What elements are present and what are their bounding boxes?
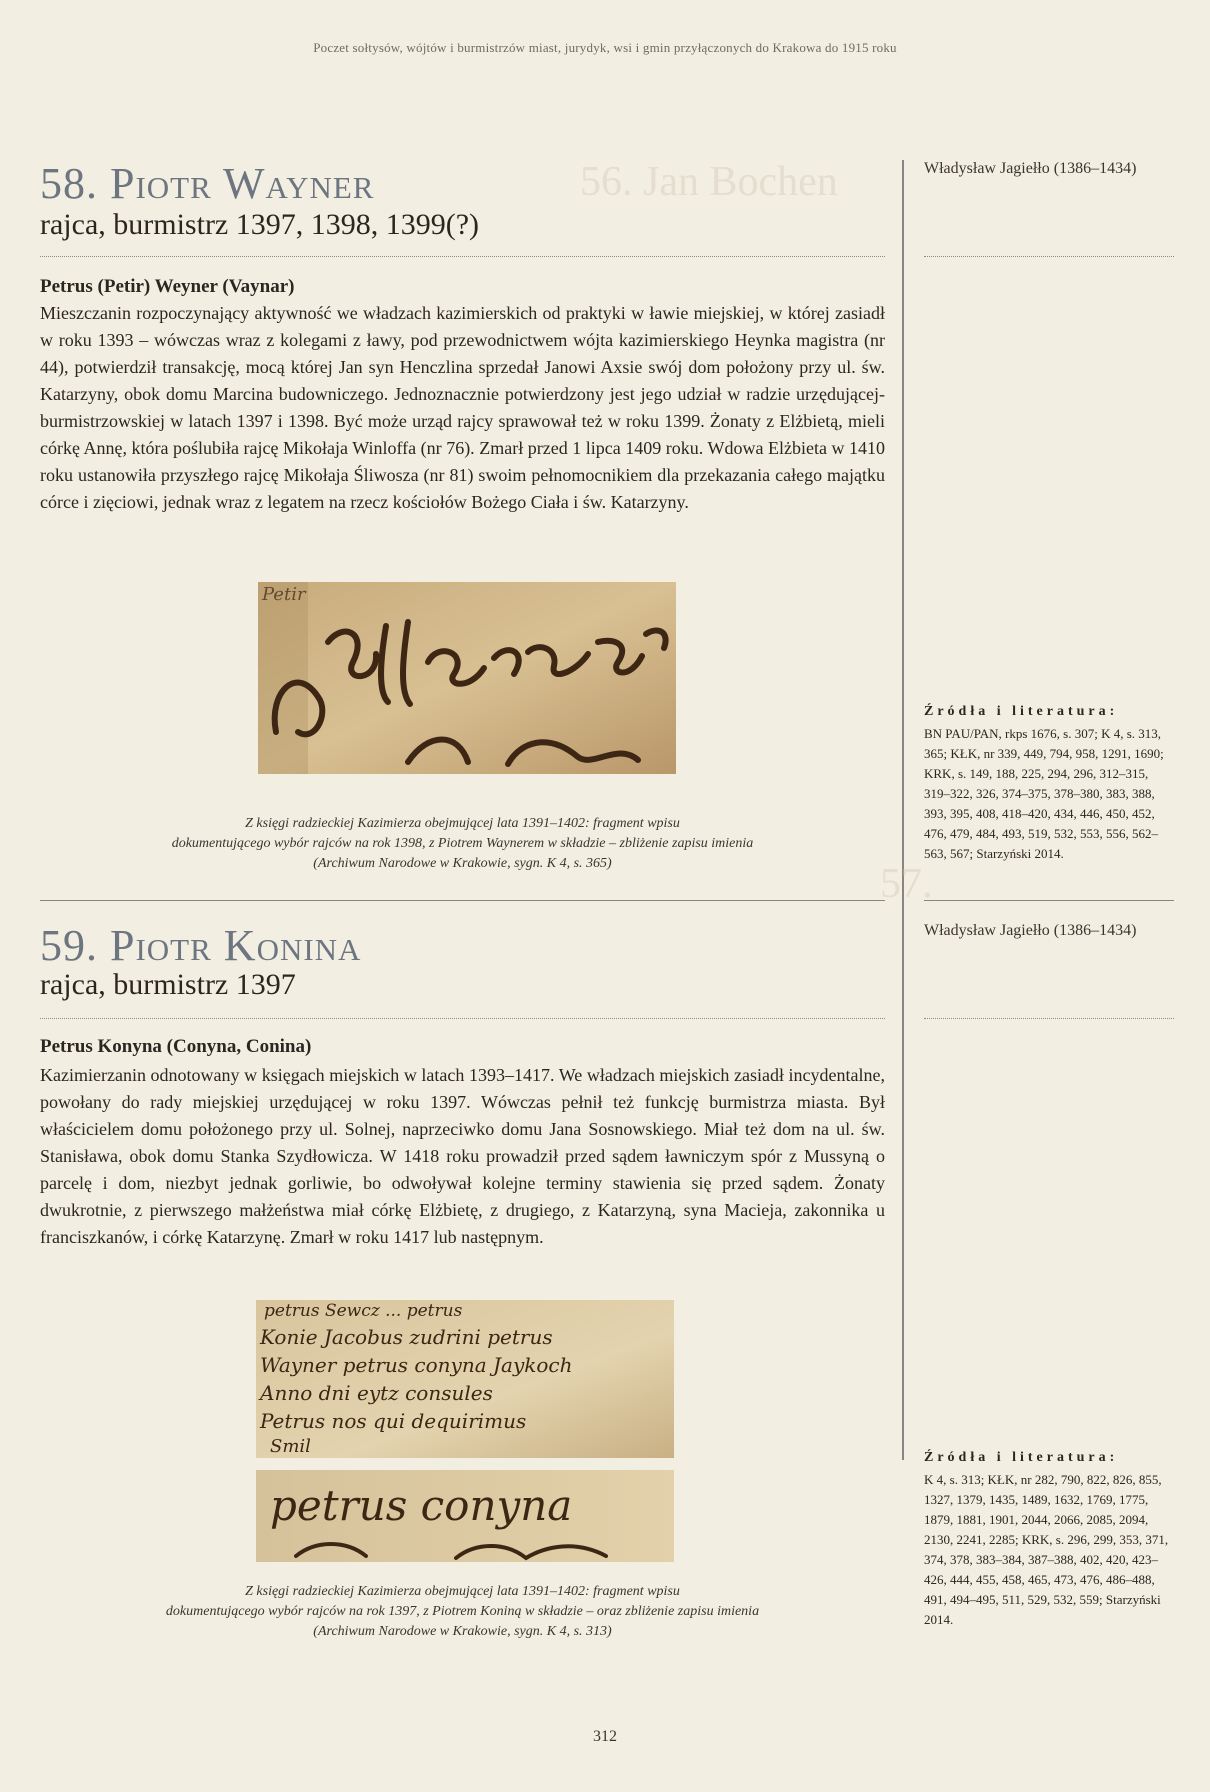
caption-line: (Archiwum Narodowe w Krakowie, sygn. K 4, s. 365): [313, 856, 612, 871]
manuscript-line: Wayner petrus conyna Jaykoch: [260, 1353, 573, 1377]
entry-58-office: rajca, burmistrz 1397, 1398, 1399(?): [40, 208, 480, 241]
manuscript-illustration: [256, 1470, 674, 1562]
bleed-through-text: 57.: [880, 861, 933, 907]
manuscript-line: Petrus nos qui dequirimus: [260, 1409, 527, 1433]
running-head: Poczet sołtysów, wójtów i burmistrzów miast, jurydyk, wsi i gmin przyłączonych do Krakowa do 1915 roku: [313, 40, 897, 55]
entry-59-bio: Kazimierzanin odnotowany w księgach miejskich w latach 1393–1417. We władzach miejskich zasiadł incydentalne, powołany do rady miejskiej urzędującej w roku 1397. Wówczas pełnił też funkcję burmistrza miasta. Był właścicielem domu położonego przy ul. Solnej, naprzeciwko domu Jana Sosnowskiego. Miał też dom na ul. św. Stanisława, obok domu Stanka Szydłowicza. W 1418 roku prowadził przed sądem ławniczym spór z Mussyną o parcelę i dom, niezbyt jednak gorliwie, bo odwoływał kolejne terminy stawienia się przed sądem. Żonaty dwukrotnie, z pierwszego małżeństwa miał córkę Elżbietę, z drugiego, z Katarzyną, syna Macieja, zakonnika u franciszkanów, i córkę Katarzynę. Zmarł w roku 1417 lub następnym.: [40, 1065, 885, 1247]
side-divider: [924, 900, 1174, 901]
entry-59-reign: Władysław Jagiełło (1386–1434): [924, 922, 1137, 939]
entry-58-divider: [40, 256, 885, 257]
manuscript-name-closeup: petrus conyna: [270, 1481, 573, 1530]
manuscript-line: petrus Sewcz ... petrus: [264, 1301, 463, 1321]
manuscript-image-konina-fragment: [256, 1300, 674, 1458]
caption-line: Z księgi radzieckiej Kazimierza obejmującej lata 1391–1402: fragment wpisu: [245, 816, 680, 831]
manuscript-illustration: [256, 1300, 674, 1458]
page-number: 312: [593, 1728, 617, 1745]
column-divider-top: [902, 160, 904, 1460]
caption-line: dokumentującego wybór rajców na rok 1398, z Piotrem Waynerem w składzie – zbliżenie zapisu imienia: [171, 836, 754, 851]
entry-58-sources: BN PAU/PAN, rkps 1676, s. 307; K 4, s. 313, 365; KŁK, nr 339, 449, 794, 958, 1291, 1690; KRK, s. 149, 188, 225, 294, 296, 312–315, 319–322, 326, 374–375, 378–380, 383, 388, 393, 395, 408, 418–420, 434, 446, 450, 452, 476, 479, 484, 493, 519, 532, 553, 556, 562–563, 567; Starzyński 2014.: [924, 726, 1164, 861]
entry-58-latin-name: Petrus (Petir) Weyner (Vaynar): [40, 276, 295, 297]
side-divider: [924, 256, 1174, 257]
manuscript-illustration: [258, 582, 676, 774]
manuscript-line: Anno dni eytz consules: [260, 1381, 493, 1405]
manuscript-image-konina-closeup: [256, 1470, 674, 1562]
manuscript-line: Smil: [270, 1436, 311, 1457]
bleed-through-text: 56. Jan Bochen: [580, 159, 838, 205]
svg-text:Petir: Petir: [262, 584, 306, 605]
manuscript-line: Konie Jacobus zudrini petrus: [260, 1325, 553, 1349]
entry-59-caption: [40, 1582, 885, 1642]
entry-59-sources: K 4, s. 313; KŁK, nr 282, 790, 822, 826, 855, 1327, 1379, 1435, 1489, 1632, 1769, 1775, 1879, 1881, 1901, 2044, 2066, 2085, 2094, 2130, 2241, 2285; KRK, s. 296, 299, 353, 371, 374, 378, 383–384, 387–388, 402, 420, 423–426, 444, 455, 458, 465, 473, 476, 486–488, 491, 494–495, 511, 529, 532, 559; Starzyński 2014.: [924, 1472, 1169, 1627]
entry-58-name: Piotr Wayner: [110, 159, 375, 208]
entry-59-divider: [40, 1018, 885, 1019]
caption-line: (Archiwum Narodowe w Krakowie, sygn. K 4, s. 313): [313, 1624, 612, 1639]
entry-59-name: Piotr Konina: [110, 921, 362, 970]
side-divider: [924, 1018, 1174, 1019]
entry-59-sources-heading: Źródła i literatura:: [924, 1450, 1119, 1465]
entry-58-bio: Mieszczanin rozpoczynający aktywność we władzach kazimierskich od praktyki w ławie miejskiej, w której zasiadł w roku 1393 – wówczas wraz z kolegami z ławy, pod przewodnictwem wójta kazimierskiego Heynka magistra (nr 44), potwierdził transakcję, mocą której Jan syn Henczlina sprzedał Janowi Axsie swój dom położony przy ul. św. Katarzyny, obok domu Marcina budowniczego. Jednoznacznie potwierdzony jest jego udział w radzie urzędującej-burmistrzowskiej w latach 1397 i 1398. Być może urząd rajcy sprawował też w roku 1399. Żonaty z Elżbietą, mieli córkę Annę, która poślubiła rajcę Mikołaja Winloffa (nr 76). Zmarł przed 1 lipca 1409 roku. Wdowa Elżbieta w 1410 roku ustanowiła przyszłego rajcę Mikołaja Śliwosza (nr 81) swoim pełnomocnikiem dla przekazania całego majątku córce i zięciowi, jednak wraz z legatem na rzecz kościołów Bożego Ciała i św. Katarzyny.: [40, 303, 885, 512]
entry-59-number: 59.: [40, 921, 98, 970]
manuscript-image-wayner: [258, 582, 676, 774]
entry-58-caption: [40, 814, 885, 874]
entry-59-heading: [40, 922, 361, 970]
entry-58-reign: Władysław Jagiełło (1386–1434): [924, 160, 1137, 177]
entry-59-office: rajca, burmistrz 1397: [40, 968, 296, 1001]
section-divider: [40, 900, 885, 901]
entry-58-number: 58.: [40, 159, 98, 208]
caption-line: dokumentującego wybór rajców na rok 1397, z Piotrem Koniną w składzie – oraz zbliżenie zapisu imienia: [165, 1604, 760, 1619]
caption-line: Z księgi radzieckiej Kazimierza obejmującej lata 1391–1402: fragment wpisu: [245, 1584, 680, 1599]
entry-58-heading: [40, 160, 374, 208]
entry-58-sources-heading: Źródła i literatura:: [924, 704, 1119, 719]
entry-59-latin-name: Petrus Konyna (Conyna, Conina): [40, 1036, 312, 1057]
